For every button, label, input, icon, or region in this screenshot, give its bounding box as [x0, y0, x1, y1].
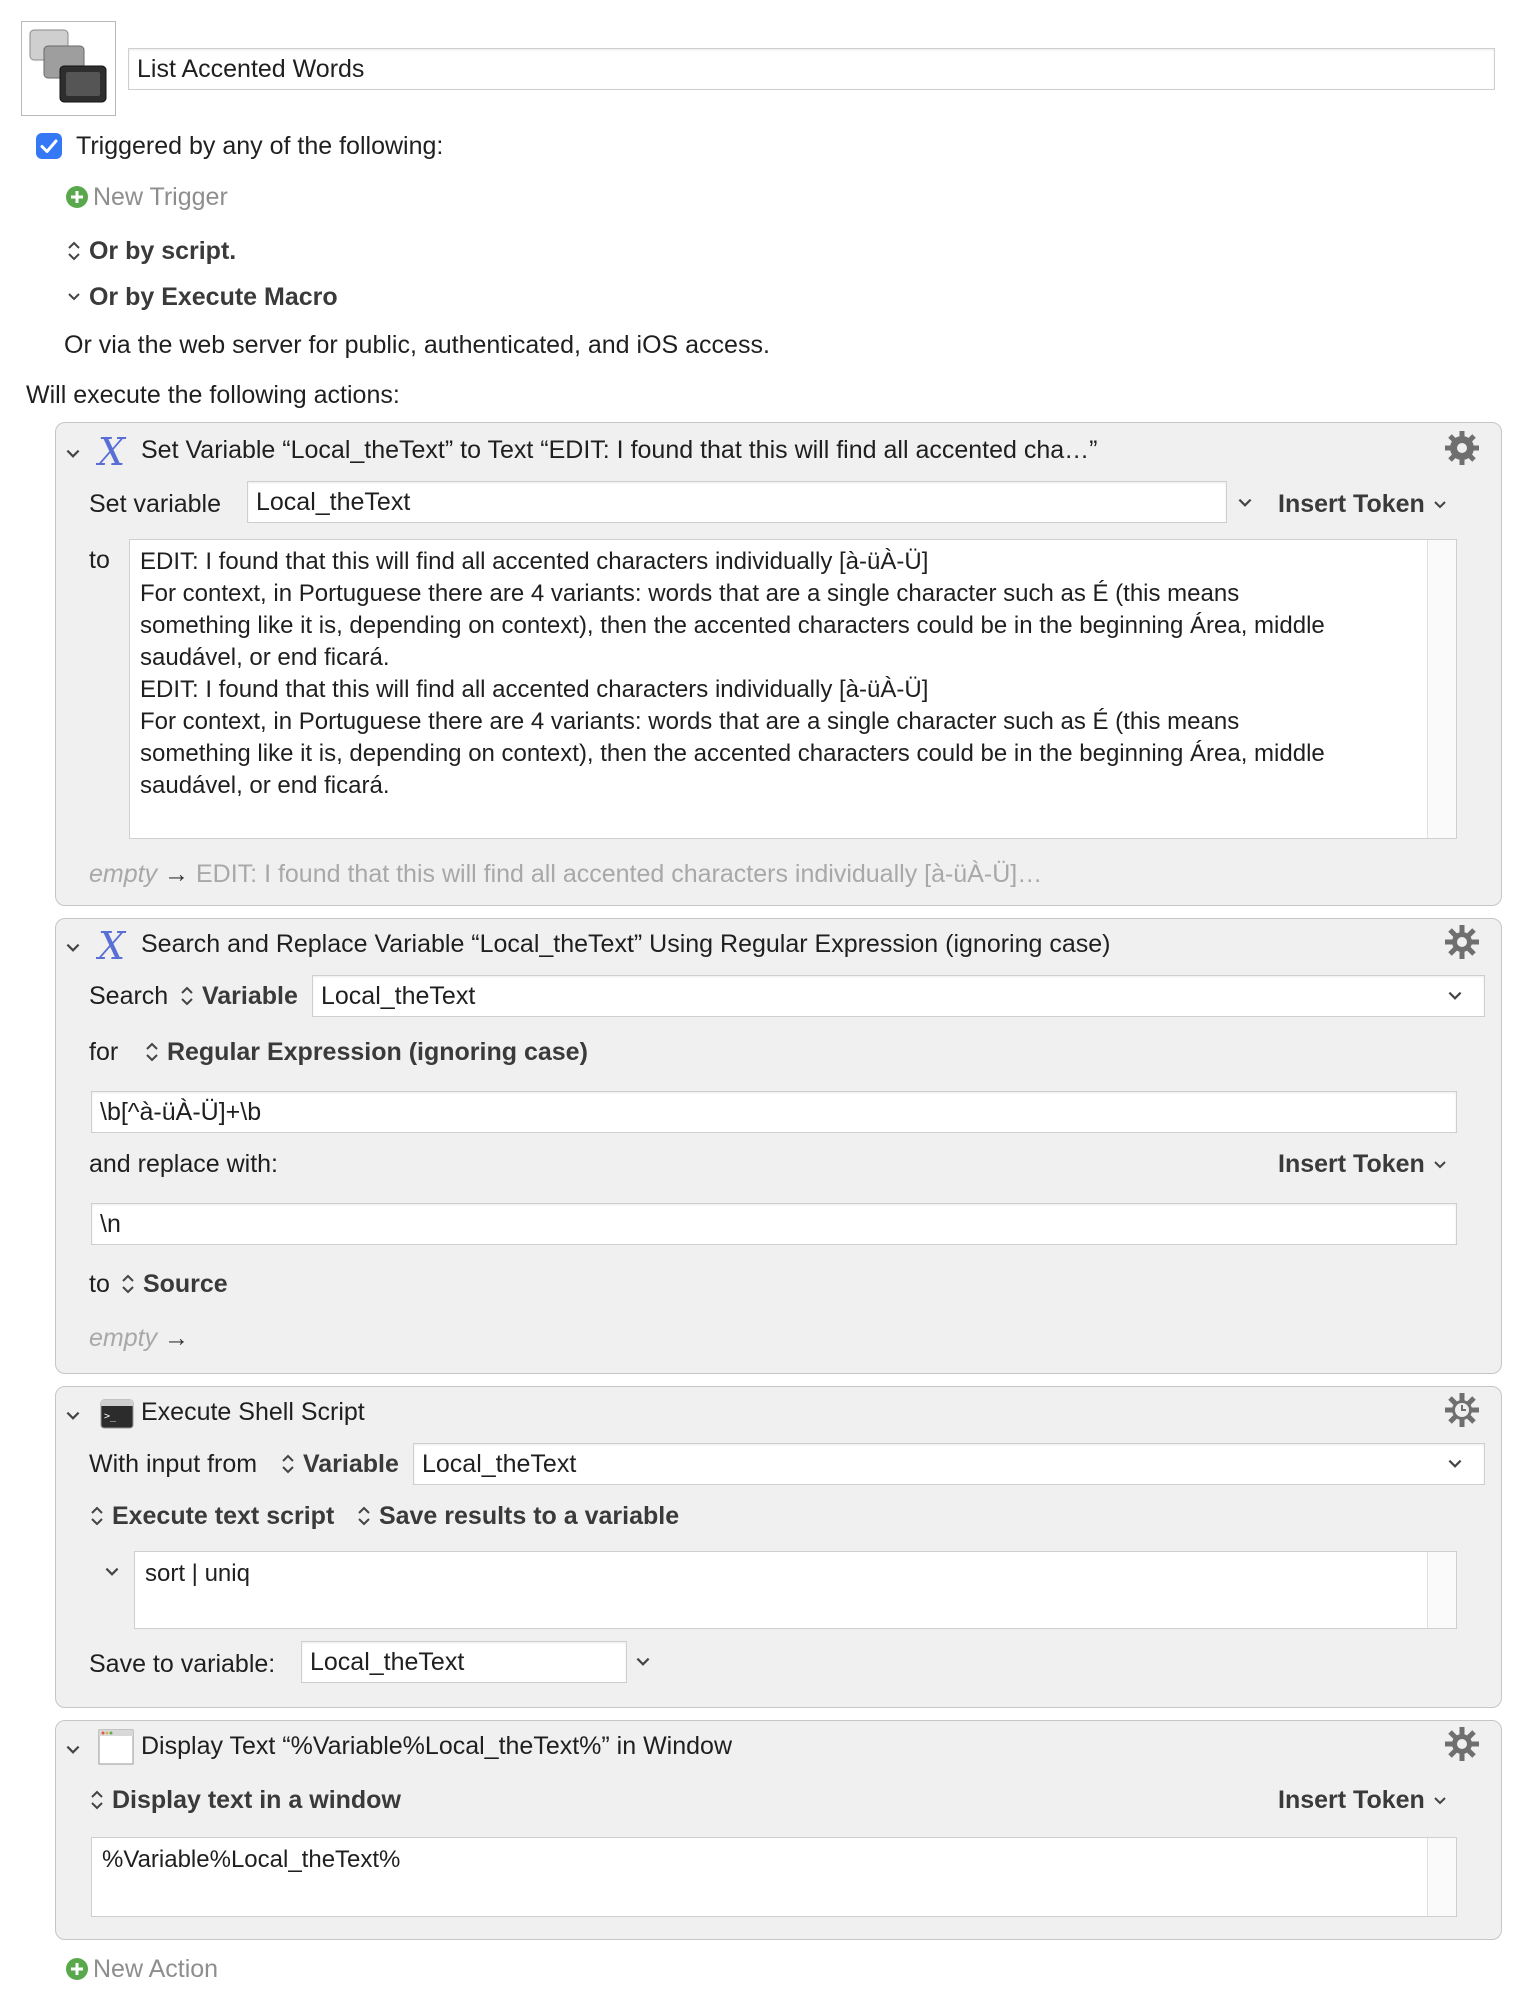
- gear-icon[interactable]: [1443, 429, 1481, 467]
- action-search-replace: [55, 918, 1502, 1374]
- or-by-script-toggle[interactable]: [66, 236, 236, 266]
- updown-chevron-icon: [89, 1789, 105, 1811]
- or-by-execute-macro-label: Or by Execute Macro: [88, 283, 338, 311]
- insert-token-label: Insert Token: [1278, 490, 1425, 518]
- action-set-variable: [55, 422, 1502, 906]
- scrollbar[interactable]: [1427, 1838, 1456, 1916]
- execute-mode-label: Execute text script: [111, 1502, 335, 1530]
- script-field[interactable]: [134, 1551, 1457, 1629]
- updown-chevron-icon: [120, 1273, 136, 1295]
- action-title: Execute Shell Script: [141, 1398, 365, 1426]
- svg-text:X: X: [98, 433, 126, 473]
- text-line: For context, in Portuguese there are 4 variants: words that are a single character such as É (this means: [140, 580, 1240, 607]
- to-label: to: [89, 546, 110, 574]
- window-icon: [98, 1729, 134, 1765]
- display-mode-select[interactable]: [89, 1785, 401, 1815]
- action-display-text: [55, 1720, 1502, 1940]
- terminal-icon: [100, 1399, 134, 1429]
- plus-circle-icon: [65, 185, 89, 209]
- insert-token-button[interactable]: [1278, 1149, 1448, 1179]
- text-line: something like it is, depending on context), then the accented characters could be in the beginning Área, middle: [140, 612, 1325, 639]
- search-label: Search: [89, 982, 169, 1010]
- script-text: sort | uniq: [145, 1560, 250, 1587]
- text-line: For context, in Portuguese there are 4 variants: words that are a single character such as É (this means: [140, 708, 1240, 735]
- search-type-label: Variable: [201, 982, 298, 1010]
- input-type-select[interactable]: [280, 1449, 399, 1479]
- checkmark-icon: [36, 133, 62, 159]
- variable-name-field[interactable]: Local_theText: [247, 481, 1227, 523]
- gear-clock-icon[interactable]: [1443, 1391, 1481, 1429]
- text-line: EDIT: I found that this will find all accented characters individually [à-üÀ-Ü]: [140, 676, 929, 703]
- input-variable-field[interactable]: Local_theText: [413, 1443, 1485, 1485]
- text-line: EDIT: I found that this will find all accented characters individually [à-üÀ-Ü]: [140, 548, 929, 575]
- preview-empty: empty: [89, 1324, 158, 1352]
- display-text: %Variable%Local_theText%: [102, 1846, 401, 1873]
- web-server-text: Or via the web server for public, authenticated, and iOS access.: [64, 331, 770, 359]
- macro-group-icon: [22, 22, 115, 115]
- new-action-label: New Action: [93, 1955, 219, 1983]
- svg-text:X: X: [98, 927, 126, 967]
- save-to-variable-label: Save to variable:: [89, 1650, 276, 1678]
- action-preview: [89, 1323, 189, 1353]
- search-variable-field[interactable]: Local_theText: [312, 975, 1485, 1017]
- for-label: for: [89, 1038, 119, 1066]
- preview-arrow: →: [164, 1324, 190, 1352]
- updown-chevron-icon: [89, 1505, 105, 1527]
- action-title: Set Variable “Local_theText” to Text “EDIT: I found that this will find all accented cha…”: [141, 436, 1098, 464]
- updown-chevron-icon: [144, 1041, 160, 1063]
- display-text-field[interactable]: [91, 1837, 1457, 1917]
- will-execute-label: Will execute the following actions:: [26, 381, 400, 409]
- regex-field[interactable]: \b[^à-üÀ-Ü]+\b: [91, 1091, 1457, 1133]
- to-source-label: Source: [142, 1270, 228, 1298]
- text-line: something like it is, depending on context), then the accented characters could be in the beginning Área, middle: [140, 740, 1325, 767]
- for-type-label: Regular Expression (ignoring case): [166, 1038, 588, 1066]
- set-variable-label: Set variable: [89, 490, 222, 518]
- action-execute-shell-script: [55, 1386, 1502, 1708]
- search-type-select[interactable]: [179, 981, 298, 1011]
- or-by-execute-macro-toggle[interactable]: [66, 282, 338, 312]
- chevron-down-icon: [66, 289, 82, 305]
- chevron-down-icon[interactable]: [64, 445, 82, 463]
- chevron-down-icon: [1432, 1157, 1448, 1173]
- replace-label: and replace with:: [89, 1150, 279, 1178]
- text-line: saudável, or end ficará.: [140, 772, 390, 799]
- chevron-down-icon: [1432, 1793, 1448, 1809]
- action-title: Display Text “%Variable%Local_theText%” in Window: [141, 1732, 733, 1760]
- gear-icon[interactable]: [1443, 923, 1481, 961]
- text-field[interactable]: [129, 539, 1457, 839]
- macro-name-field[interactable]: List Accented Words: [128, 48, 1495, 90]
- insert-token-button[interactable]: [1278, 489, 1448, 519]
- input-from-label: With input from: [89, 1450, 258, 1478]
- insert-token-button[interactable]: [1278, 1785, 1448, 1815]
- chevron-down-icon[interactable]: [634, 1653, 652, 1671]
- chevron-down-icon[interactable]: [64, 1741, 82, 1759]
- input-type-label: Variable: [302, 1450, 399, 1478]
- save-mode-select[interactable]: [356, 1501, 679, 1531]
- svg-text:>_: >_: [104, 1411, 117, 1422]
- triggered-checkbox[interactable]: [36, 133, 62, 159]
- save-variable-field[interactable]: Local_theText: [301, 1641, 627, 1683]
- triggered-label: Triggered by any of the following:: [76, 132, 444, 160]
- chevron-down-icon[interactable]: [103, 1563, 121, 1581]
- updown-chevron-icon: [356, 1505, 372, 1527]
- chevron-down-icon: [1432, 497, 1448, 513]
- preview-empty: empty: [89, 860, 158, 888]
- text-line: saudável, or end ficará.: [140, 644, 390, 671]
- preview-arrow: →: [164, 860, 190, 888]
- macro-icon[interactable]: [21, 21, 116, 116]
- scrollbar[interactable]: [1427, 540, 1456, 838]
- to-source-select[interactable]: [120, 1269, 228, 1299]
- chevron-down-icon[interactable]: [1446, 987, 1464, 1005]
- save-mode-label: Save results to a variable: [378, 1502, 680, 1530]
- chevron-down-icon[interactable]: [64, 939, 82, 957]
- plus-circle-icon: [65, 1957, 89, 1981]
- replace-field[interactable]: \n: [91, 1203, 1457, 1245]
- insert-token-label: Insert Token: [1278, 1786, 1425, 1814]
- insert-token-label: Insert Token: [1278, 1150, 1425, 1178]
- updown-chevron-icon: [280, 1453, 296, 1475]
- updown-chevron-icon: [179, 985, 195, 1007]
- variable-x-icon: [96, 433, 136, 473]
- variable-x-icon: [96, 927, 136, 967]
- preview-text: EDIT: I found that this will find all accented characters individually [à-üÀ-Ü]…: [196, 860, 1043, 888]
- action-title: Search and Replace Variable “Local_theText” Using Regular Expression (ignoring case): [141, 930, 1111, 958]
- chevron-down-icon[interactable]: [1446, 1455, 1464, 1473]
- to-label: to: [89, 1270, 110, 1298]
- display-mode-label: Display text in a window: [111, 1786, 401, 1814]
- chevron-down-icon[interactable]: [64, 1407, 82, 1425]
- for-type-select[interactable]: [144, 1037, 588, 1067]
- scrollbar[interactable]: [1427, 1552, 1456, 1628]
- updown-chevron-icon: [66, 240, 82, 262]
- action-preview: [89, 859, 1042, 889]
- execute-mode-select[interactable]: [89, 1501, 334, 1531]
- new-trigger-label: New Trigger: [93, 183, 228, 211]
- chevron-down-icon[interactable]: [1236, 494, 1254, 512]
- or-by-script-label: Or by script.: [88, 237, 237, 265]
- gear-icon[interactable]: [1443, 1725, 1481, 1763]
